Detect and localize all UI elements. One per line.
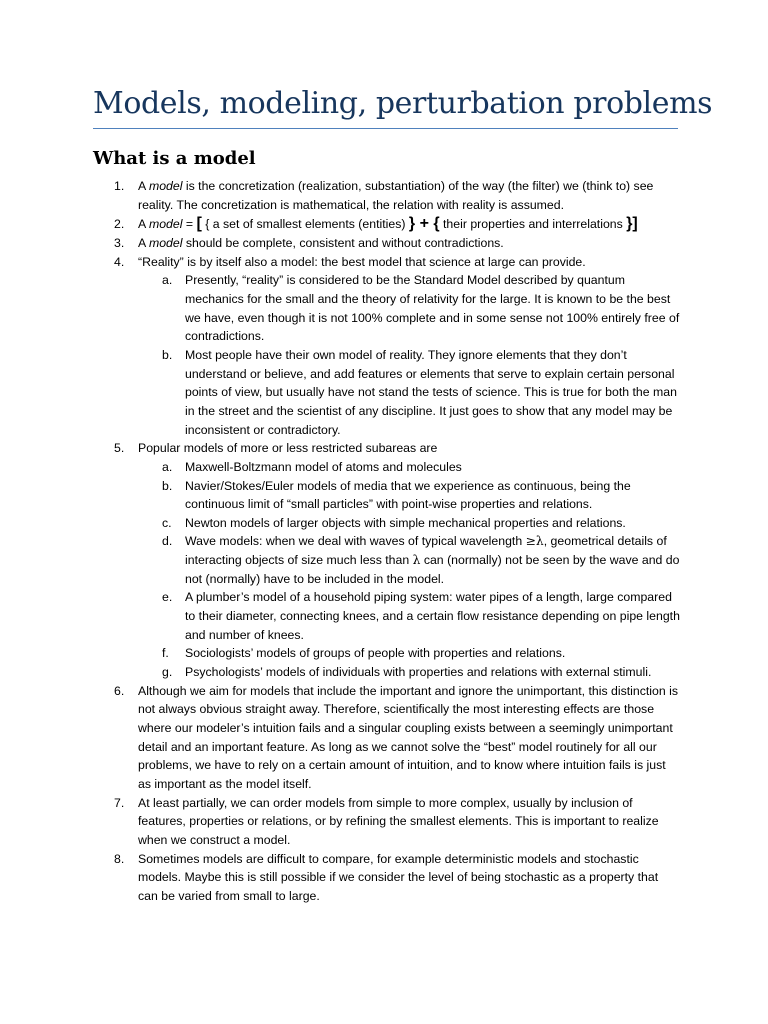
sub-item-text: Maxwell-Boltzmann model of atoms and molecules: [185, 459, 462, 474]
item-text: Sometimes models are difficult to compare, for example deterministic models and stochastic models. Maybe this is still possible if we consider the level of being stochastic as a property that can be varied from small to large.: [138, 851, 659, 903]
item-number: 1.: [114, 179, 125, 193]
item-text: =: [182, 217, 197, 232]
item-number: 8.: [114, 851, 125, 866]
title-underline: [93, 128, 678, 129]
item-text: A: [138, 235, 149, 250]
item-text: is the concretization (realization, substantiation) of the way (the filter) we (think to) see reality. The concretization is mathematical, the relation with reality is assumed.: [138, 179, 654, 212]
sub-item-5e: [0, 588, 680, 644]
item-number: 5.: [114, 441, 125, 456]
sub-item-5d: [0, 532, 680, 588]
sub-item-5c: [0, 514, 680, 533]
brace-close: }: [408, 215, 416, 233]
sub-item-letter: e.: [162, 590, 173, 605]
bracket-close: }]: [626, 215, 638, 233]
numbered-list: [0, 177, 768, 906]
sub-item-text: Psychologists’ models of individuals with properties and relations with external stimuli.: [185, 665, 652, 680]
item-text: At least partially, we can order models from simple to more complex, usually by inclusion of features, properties or relations, or by refining the smallest elements. This is important to realize when we construct a model.: [138, 795, 659, 847]
list-item-1: [0, 177, 680, 214]
item-number: 6.: [114, 683, 125, 698]
sub-item-text: , geometrical details of interacting objects of size much less than: [185, 534, 667, 568]
sub-item-5a: [0, 458, 680, 477]
sub-item-text: Newton models of larger objects with simple mechanical properties and relations.: [185, 515, 626, 530]
sub-item-text: Most people have their own model of reality. They ignore elements that they don’t understand or believe, and add features or elements that serve to explain certain personal points of view, but usually have not stand the tests of science. This is true for both the man in the street and the scientist of any discipline. It just goes to show that any model may be inconsistent or contradictory.: [185, 347, 677, 437]
sub-item-4b: [0, 346, 680, 439]
lambda-symbol: λ: [412, 553, 421, 568]
item-text: A: [138, 217, 149, 232]
item-text: A: [138, 179, 149, 193]
sub-item-4a: [0, 271, 680, 346]
sub-item-letter: b.: [162, 347, 173, 362]
list-item-6: [0, 682, 680, 794]
list-item-5: [0, 439, 680, 458]
emphasis-model: model: [148, 179, 183, 193]
sub-item-5f: [0, 644, 680, 663]
item-number: 4.: [114, 254, 125, 269]
item-number: 2.: [114, 217, 125, 232]
item-text: Although we aim for models that include the important and ignore the unimportant, this distinction is not always obvious straight away. Therefore, scientifically the most interesting effects are those where our modeler’s intuition fails and a singular coupling exists between a seemingly unimportant detail and an important feature. As long as we cannot solve the “best” model routinely for all our problems, we have to rely on a certain amount of intuition, and to know where intuition fails is just as important as the model itself.: [138, 683, 678, 791]
sub-item-text: Presently, “reality” is considered to be the Standard Model described by quantum mechanics for the small and the theory of relativity for the large. It is known to be the best we have, even though it is not 100% complete and in some sense not 100% entirely free of contradictions.: [185, 273, 680, 344]
bracket-open: [: [196, 215, 202, 233]
brace-open: {: [433, 215, 440, 233]
list-item-4: [0, 253, 680, 272]
sub-item-text: Navier/Stokes/Euler models of media that we experience as continuous, being the continuous limit of “small particles” with point-wise properties and relations.: [185, 478, 631, 512]
item-number: 7.: [114, 795, 125, 810]
section-heading: What is a model: [93, 148, 256, 169]
sub-item-letter: d.: [162, 534, 173, 549]
document-title: Models, modeling, perturbation problems: [93, 86, 713, 121]
wavelength-symbol: ≥λ: [525, 534, 544, 549]
sub-item-text: Sociologists’ models of groups of people with properties and relations.: [185, 646, 566, 661]
plus-sign: +: [415, 215, 434, 233]
emphasis-model: model: [148, 235, 183, 250]
sub-item-letter: a.: [162, 273, 173, 288]
sub-item-5g: [0, 663, 680, 682]
list-item-3: [0, 234, 680, 253]
item-text: should be complete, consistent and without contradictions.: [182, 235, 504, 250]
sub-item-letter: c.: [162, 515, 172, 530]
item-text: their properties and interrelations: [439, 217, 627, 232]
item-text: “Reality” is by itself also a model: the best model that science at large can provide.: [138, 254, 586, 269]
sub-item-letter: f.: [162, 646, 169, 661]
sub-item-text: Wave models: when we deal with waves of typical wavelength: [185, 534, 526, 549]
emphasis-model: model: [148, 217, 183, 232]
sub-item-letter: a.: [162, 459, 173, 474]
list-item-8: [0, 850, 680, 906]
sub-item-letter: b.: [162, 478, 173, 493]
sub-item-text: can (normally) not be seen by the wave and do not (normally) have to be included in the model.: [185, 553, 680, 586]
sub-item-letter: g.: [162, 665, 173, 680]
item-text: Popular models of more or less restricted subareas are: [138, 441, 438, 456]
list-item-7: [0, 794, 680, 850]
item-text: { a set of smallest elements (entities): [201, 217, 409, 232]
list-item-2: [0, 215, 680, 234]
sub-item-text: A plumber’s model of a household piping system: water pipes of a length, large compared to their diameter, connecting knees, and a certain flow resistance depending on pipe length and number of knees.: [185, 590, 680, 642]
sub-item-5b: [0, 477, 680, 514]
item-number: 3.: [114, 235, 125, 250]
